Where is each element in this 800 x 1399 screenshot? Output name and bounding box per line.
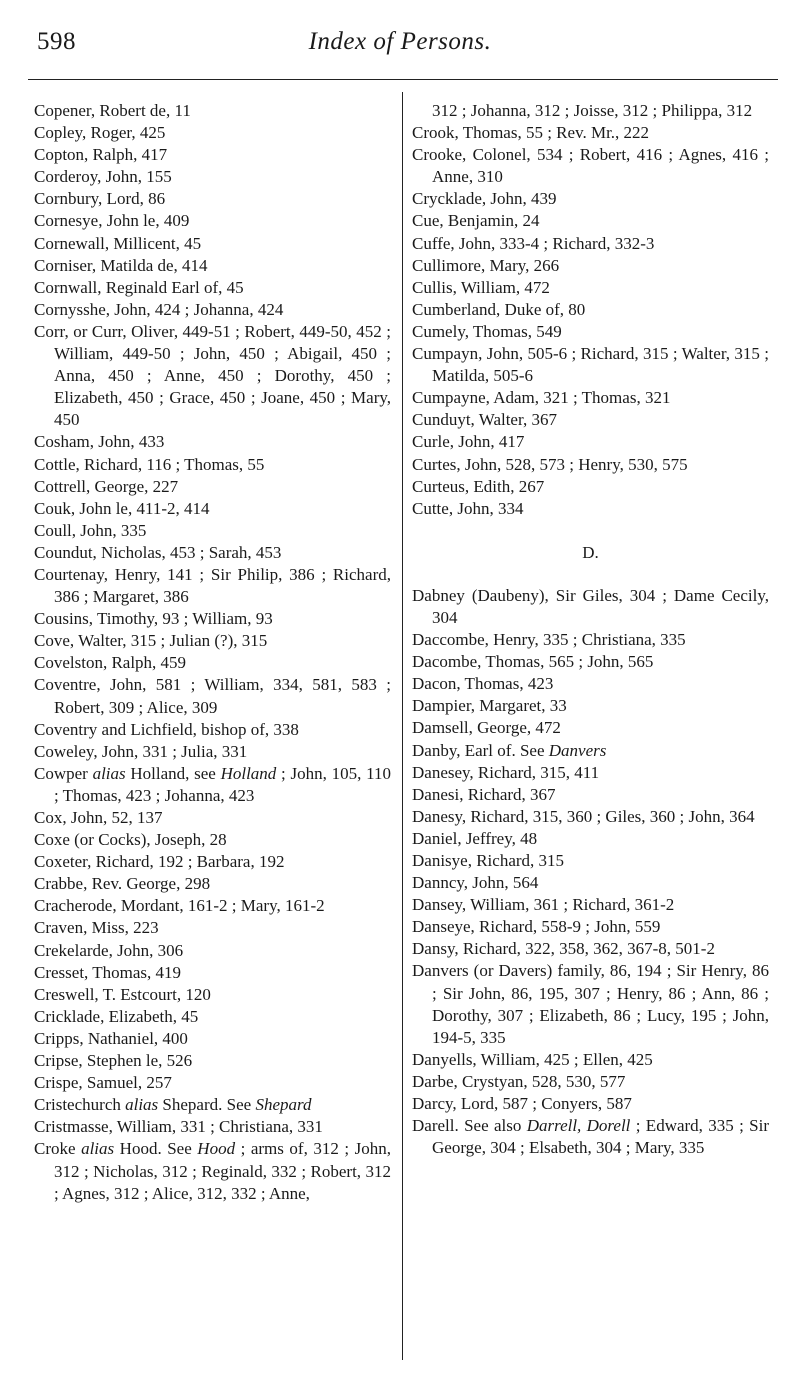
index-entry: Curle, John, 417 bbox=[412, 432, 525, 452]
index-entry: Dacombe, Thomas, 565 ; John, 565 bbox=[412, 652, 654, 672]
index-entry: Covelston, Ralph, 459 bbox=[34, 653, 187, 673]
index-entry: Copley, Roger, 425 bbox=[34, 123, 166, 143]
index-entry-continuation: 312 ; Johanna, 312 ; Joisse, 312 ; Philippa, 312 bbox=[432, 101, 753, 120]
index-entry: Crycklade, John, 439 bbox=[412, 189, 557, 209]
index-entry: Cumberland, Duke of, 80 bbox=[412, 299, 586, 319]
index-entry: Darbe, Crystyan, 528, 530, 577 bbox=[412, 1071, 626, 1091]
index-entry: Cripps, Nathaniel, 400 bbox=[34, 1028, 188, 1048]
index-entry: Danesi, Richard, 367 bbox=[412, 784, 556, 804]
index-entry: Damsell, George, 472 bbox=[412, 718, 561, 738]
index-entry: Cottrell, George, 227 bbox=[34, 476, 179, 496]
index-entry: Cornwall, Reginald Earl of, 45 bbox=[34, 277, 244, 297]
index-entry: Cowper alias Holland, see Holland ; John, 105, 110 ; Thomas, 423 ; Johanna, 423 bbox=[34, 763, 391, 805]
index-entry: Coventre, John, 581 ; William, 334, 581, 583 ; Robert, 309 ; Alice, 309 bbox=[34, 675, 391, 717]
index-entry: Dacon, Thomas, 423 bbox=[412, 674, 554, 694]
index-entry: Cumely, Thomas, 549 bbox=[412, 321, 562, 341]
index-entry: Cottle, Richard, 116 ; Thomas, 55 bbox=[34, 454, 265, 474]
header-rule bbox=[28, 79, 778, 80]
index-entry: Dampier, Margaret, 33 bbox=[412, 696, 567, 716]
index-entry: Curtes, John, 528, 573 ; Henry, 530, 575 bbox=[412, 454, 688, 474]
index-entry: Coxeter, Richard, 192 ; Barbara, 192 bbox=[34, 852, 285, 872]
index-entry: Danvers (or Davers) family, 86, 194 ; Sir Henry, 86 ; Sir John, 86, 195, 307 ; Henry, 86 ; Ann, 86 ; Dorothy, 307 ; Elizabeth, 86 ; Lucy, 195 ; John, 194-5, 335 bbox=[412, 961, 769, 1047]
index-entry: Cove, Walter, 315 ; Julian (?), 315 bbox=[34, 631, 268, 651]
index-entry: Cumpayne, Adam, 321 ; Thomas, 321 bbox=[412, 388, 671, 408]
index-entry: Cripse, Stephen le, 526 bbox=[34, 1051, 193, 1071]
index-entry: Copton, Ralph, 417 bbox=[34, 145, 168, 165]
page-title: Index of Persons. bbox=[308, 28, 492, 55]
index-entry: Corderoy, John, 155 bbox=[34, 167, 172, 187]
index-entry: Danncy, John, 564 bbox=[412, 873, 539, 893]
index-entry: Coventry and Lichfield, bishop of, 338 bbox=[34, 719, 299, 739]
index-entry: Cricklade, Elizabeth, 45 bbox=[34, 1006, 199, 1026]
index-entry: Crabbe, Rev. George, 298 bbox=[34, 874, 211, 894]
index-entry: Darell. See also Darrell, Dorell ; Edward, 335 ; Sir George, 304 ; Elsabeth, 304 ; Mary, 335 bbox=[412, 1116, 770, 1158]
index-entry: Danisye, Richard, 315 bbox=[412, 851, 565, 870]
index-entry: Cornysshe, John, 424 ; Johanna, 424 bbox=[34, 299, 284, 319]
index-entry: Corr, or Curr, Oliver, 449-51 ; Robert, 449-50, 452 ; William, 449-50 ; John, 450 ; Abigail, 450 ; Anna, 450 ; Anne, 450 ; Dorothy, 450 ; Elizabeth, 450 ; Grace, 450 ; Joane, 450 ; Mary, 450 bbox=[34, 321, 391, 430]
index-entry: Crook, Thomas, 55 ; Rev. Mr., 222 bbox=[412, 123, 650, 143]
index-entry: Cutte, John, 334 bbox=[412, 498, 524, 518]
index-entry: Cuffe, John, 333-4 ; Richard, 332-3 bbox=[412, 233, 655, 253]
index-entry: Darcy, Lord, 587 ; Conyers, 587 bbox=[412, 1094, 632, 1114]
index-entry: Croke alias Hood. See Hood ; arms of, 312 ; John, 312 ; Nicholas, 312 ; Reginald, 332 ; Robert, 312 ; Agnes, 312 ; Alice, 312, 332 ; Anne, bbox=[34, 1139, 391, 1203]
index-entry: Cristechurch alias Shepard. See Shepard bbox=[34, 1095, 312, 1115]
index-entry: Daccombe, Henry, 335 ; Christiana, 335 bbox=[412, 630, 686, 650]
index-entry: Crekelarde, John, 306 bbox=[34, 940, 184, 960]
index-entry: Cullimore, Mary, 266 bbox=[412, 255, 560, 275]
index-column-right bbox=[412, 100, 769, 1159]
index-entry: Creswell, T. Estcourt, 120 bbox=[34, 984, 211, 1004]
index-entry: Coxe (or Cocks), Joseph, 28 bbox=[34, 830, 227, 850]
column-divider bbox=[402, 92, 403, 1360]
index-entry: Cornewall, Millicent, 45 bbox=[34, 233, 202, 253]
index-column-left bbox=[34, 100, 391, 1205]
index-entry: Danesy, Richard, 315, 360 ; Giles, 360 ; John, 364 bbox=[412, 806, 755, 826]
index-entry: Cracherode, Mordant, 161-2 ; Mary, 161-2 bbox=[34, 896, 325, 916]
index-entry: Cosham, John, 433 bbox=[34, 432, 165, 452]
page-number: 598 bbox=[37, 28, 76, 55]
index-entry: Daniel, Jeffrey, 48 bbox=[412, 828, 538, 848]
index-entry: Curteus, Edith, 267 bbox=[412, 476, 545, 496]
index-entry: Cullis, William, 472 bbox=[412, 277, 550, 297]
index-entry: Coundut, Nicholas, 453 ; Sarah, 453 bbox=[34, 542, 282, 562]
index-entry: Couk, John le, 411-2, 414 bbox=[34, 498, 210, 518]
index-entry: Cornesye, John le, 409 bbox=[34, 211, 190, 231]
index-entry: Danyells, William, 425 ; Ellen, 425 bbox=[412, 1049, 653, 1069]
index-entry: Cousins, Timothy, 93 ; William, 93 bbox=[34, 609, 273, 629]
index-entry: Danseye, Richard, 558-9 ; John, 559 bbox=[412, 917, 661, 937]
index-entry: Craven, Miss, 223 bbox=[34, 918, 159, 938]
index-entry: Cresset, Thomas, 419 bbox=[34, 962, 182, 982]
index-entry: Crispe, Samuel, 257 bbox=[34, 1073, 172, 1093]
index-entry: Dansy, Richard, 322, 358, 362, 367-8, 501-2 bbox=[412, 939, 715, 959]
index-entry: Dabney (Daubeny), Sir Giles, 304 ; Dame Cecily, 304 bbox=[412, 585, 769, 627]
index-entry: Coweley, John, 331 ; Julia, 331 bbox=[34, 741, 248, 761]
index-entry: Cue, Benjamin, 24 bbox=[412, 211, 540, 231]
section-letter-d: D. bbox=[582, 542, 599, 562]
index-entry: Courtenay, Henry, 141 ; Sir Philip, 386 ; Richard, 386 ; Margaret, 386 bbox=[34, 564, 391, 607]
index-entry: Cristmasse, William, 331 ; Christiana, 331 bbox=[34, 1117, 323, 1137]
index-entry: Dansey, William, 361 ; Richard, 361-2 bbox=[412, 895, 675, 915]
index-entry: Coull, John, 335 bbox=[34, 520, 147, 540]
index-entry: Cornbury, Lord, 86 bbox=[34, 189, 166, 209]
index-entry: Danby, Earl of. See Danvers bbox=[412, 740, 607, 760]
index-entry: Cunduyt, Walter, 367 bbox=[412, 410, 557, 430]
index-entry: Corniser, Matilda de, 414 bbox=[34, 255, 208, 275]
index-entry: Danesey, Richard, 315, 411 bbox=[412, 762, 600, 782]
index-entry: Copener, Robert de, 11 bbox=[34, 101, 191, 120]
index-entry: Crooke, Colonel, 534 ; Robert, 416 ; Agnes, 416 ; Anne, 310 bbox=[412, 145, 769, 187]
index-entry: Cox, John, 52, 137 bbox=[34, 808, 163, 827]
index-entry: Cumpayn, John, 505-6 ; Richard, 315 ; Walter, 315 ; Matilda, 505-6 bbox=[412, 344, 769, 386]
